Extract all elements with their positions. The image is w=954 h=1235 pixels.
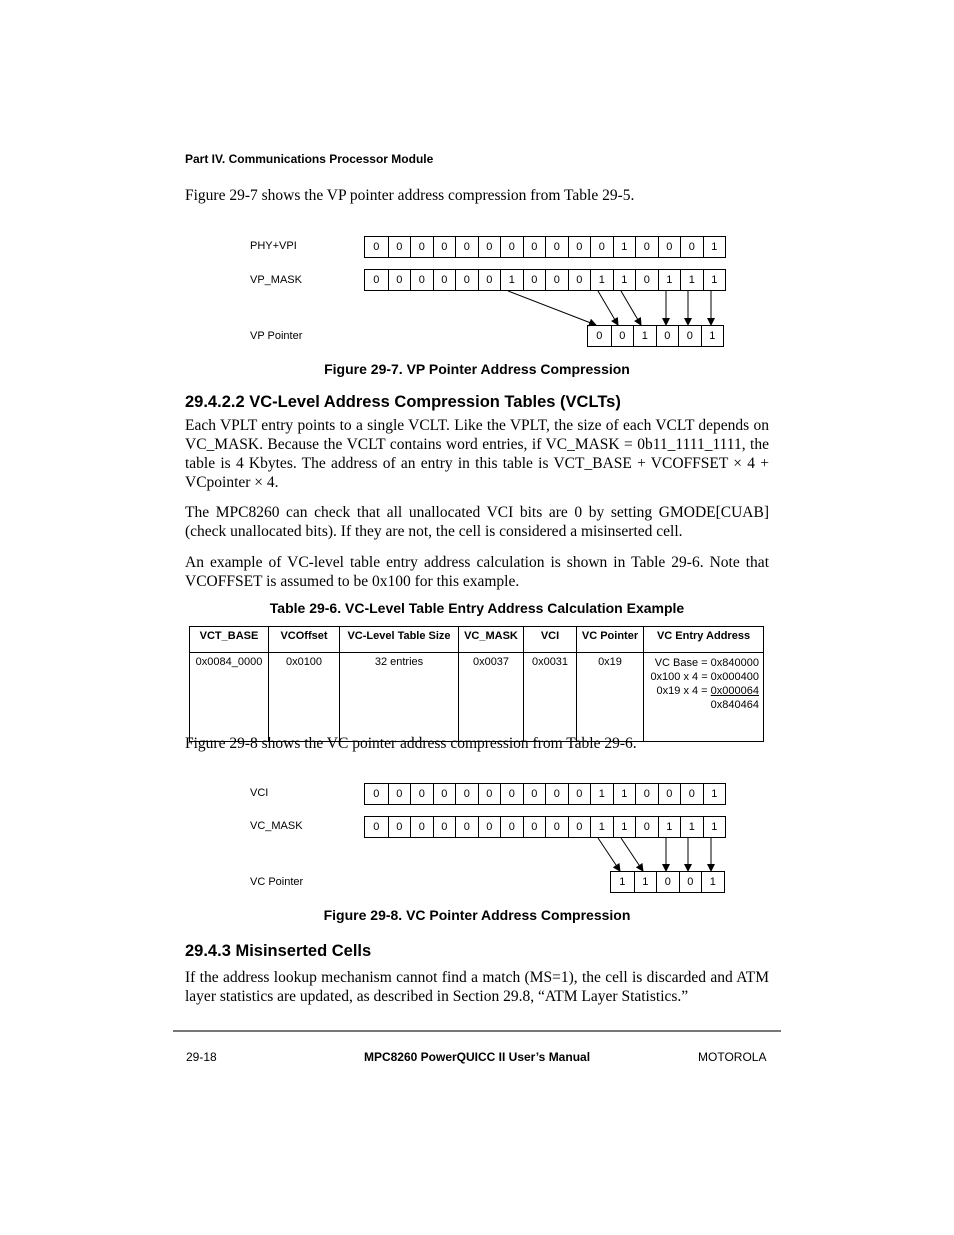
vc-mask-bit-row: [364, 816, 726, 838]
bit-cell: 0: [478, 270, 501, 290]
intro-fig7-paragraph: Figure 29-7 shows the VP pointer address compression from Table 29-5.: [185, 187, 635, 204]
bit-cell: 0: [455, 784, 478, 804]
bit-cell: 0: [373, 241, 380, 253]
bit-cell: 0: [433, 784, 456, 804]
table-cell: 0x0031: [524, 653, 577, 742]
column-header: VC Entry Address: [644, 627, 764, 653]
table-row: [190, 653, 764, 742]
bit-cell: 0: [658, 784, 681, 804]
bit-cell: 1: [680, 270, 703, 290]
vp-mask-bit-row: [364, 269, 726, 291]
bit-cell: 0: [568, 270, 591, 290]
bit-cell: 0: [568, 817, 591, 837]
table-header-row: [190, 627, 764, 653]
column-header: VCT_BASE: [190, 627, 269, 653]
entry-line: VC Base = 0x840000: [654, 657, 759, 669]
bit-cell: 0: [500, 784, 523, 804]
section-29-4-2-2-heading: 29.4.2.2 VC-Level Address Compression Tables (VCLTs): [185, 393, 621, 411]
footer-brand: MOTOROLA: [698, 1050, 767, 1064]
intro-fig8-paragraph: Figure 29-8 shows the VC pointer address compression from Table 29-6.: [185, 735, 637, 752]
column-header: VC Pointer: [577, 627, 644, 653]
bit-cell: 1: [613, 784, 636, 804]
column-header: VCI: [524, 627, 577, 653]
bit-cell: 0: [679, 872, 702, 892]
bit-cell: 0: [635, 237, 658, 257]
bit-cell: 0: [635, 817, 658, 837]
bit-cell: 0: [635, 270, 658, 290]
bit-cell: 0: [545, 784, 568, 804]
section-29-4-3-heading: 29.4.3 Misinserted Cells: [185, 942, 372, 960]
bit-cell: 0: [478, 817, 501, 837]
vc-entry-address-cell: [644, 653, 764, 742]
table-cell: 0x0084_0000: [190, 653, 269, 742]
bit-cell: 1: [703, 237, 726, 257]
vp-compression-arrow: [508, 291, 596, 325]
bit-cell: 0: [388, 817, 411, 837]
bit-cell: 0: [433, 237, 456, 257]
bit-cell: 0: [373, 788, 380, 800]
entry-line: [648, 684, 759, 698]
vc-pointer-bit-row: [610, 871, 725, 893]
column-header: VC-Level Table Size: [340, 627, 459, 653]
bit-cell: 0: [656, 872, 679, 892]
bit-cell: 0: [410, 270, 433, 290]
bit-cell: 0: [455, 817, 478, 837]
table-cell: 0x0037: [459, 653, 524, 742]
entry-line-prefix: 0x19 x 4 =: [656, 685, 711, 697]
bit-cell: 1: [680, 817, 703, 837]
table-cell: 32 entries: [340, 653, 459, 742]
figure-29-8-caption: Figure 29-8. VC Pointer Address Compression: [323, 907, 631, 923]
bit-cell: 1: [633, 326, 656, 346]
bit-cell: 0: [500, 237, 523, 257]
table-29-6: [189, 626, 764, 742]
vc-compression-arrow: [598, 838, 620, 871]
bit-cell: 0: [596, 330, 603, 342]
bit-cell: 0: [455, 237, 478, 257]
bit-cell: 1: [590, 817, 613, 837]
running-head: Part IV. Communications Processor Module: [185, 152, 434, 166]
bit-cell: 1: [590, 784, 613, 804]
bit-cell: 0: [545, 817, 568, 837]
bit-cell: 0: [373, 821, 380, 833]
bit-cell: 0: [410, 817, 433, 837]
figure-29-7-caption: Figure 29-7. VP Pointer Address Compression: [324, 361, 630, 377]
bit-cell: 0: [568, 784, 591, 804]
column-header: VCOffset: [269, 627, 340, 653]
bit-cell: 0: [388, 270, 411, 290]
bit-cell: 0: [410, 784, 433, 804]
bit-cell: 0: [611, 326, 634, 346]
bit-cell: 0: [478, 237, 501, 257]
section-29-4-2-2-paragraph-1: Each VPLT entry points to a single VCLT. Like the VPLT, the size of each VCLT depends on VC_MASK. Because the VCLT contains word entries, if VC_MASK = 0b11_1111_1111, the table is 4 Kbytes. The address of an entry in this table is VCT_BASE + VCOFFSET × 4 + VCpointer × 4.: [185, 417, 769, 491]
bit-cell: 1: [658, 817, 681, 837]
bit-cell: 0: [590, 237, 613, 257]
bit-cell: 0: [388, 237, 411, 257]
bit-cell: 0: [388, 784, 411, 804]
section-29-4-3-paragraph: If the address lookup mechanism cannot find a match (MS=1), the cell is discarded and ATM layer statistics are updated, as described in Section 29.8, “ATM Layer Statistics.”: [185, 969, 769, 1005]
column-header: VC_MASK: [459, 627, 524, 653]
vc-pointer-label: VC Pointer: [250, 876, 304, 888]
bit-cell: 0: [680, 237, 703, 257]
bit-cell: 1: [658, 270, 681, 290]
bit-cell: 1: [703, 784, 726, 804]
table-29-6-caption: Table 29-6. VC-Level Table Entry Address Calculation Example: [269, 600, 685, 616]
vp-pointer-bit-row: [587, 325, 724, 347]
entry-line: 0x840464: [710, 699, 759, 711]
table-cell: 0x0100: [269, 653, 340, 742]
bit-cell: 0: [658, 237, 681, 257]
bit-cell: 0: [678, 326, 701, 346]
footer-divider: [173, 1030, 781, 1032]
bit-cell: 0: [478, 784, 501, 804]
footer-manual-title: MPC8260 PowerQUICC II User’s Manual: [363, 1050, 591, 1064]
vp-mask-label: VP_MASK: [250, 274, 302, 286]
bit-cell: 0: [373, 274, 380, 286]
vc-mask-label: VC_MASK: [250, 820, 303, 832]
bit-cell: 0: [500, 817, 523, 837]
bit-cell: 0: [523, 270, 546, 290]
vp-compression-arrow: [598, 291, 618, 325]
bit-cell: 0: [523, 784, 546, 804]
bit-cell: 0: [433, 817, 456, 837]
bit-cell: 0: [656, 326, 679, 346]
bit-cell: 0: [680, 784, 703, 804]
section-29-4-2-2-paragraph-2: The MPC8260 can check that all unallocated VCI bits are 0 by setting GMODE[CUAB] (check unallocated bits). If they are not, the cell is considered a misinserted cell.: [185, 504, 769, 540]
vc-compression-arrow: [621, 838, 643, 871]
vp-pointer-label: VP Pointer: [250, 330, 303, 342]
bit-cell: 0: [545, 237, 568, 257]
bit-cell: 0: [455, 270, 478, 290]
bit-cell: 1: [613, 270, 636, 290]
vci-bit-row: [364, 783, 726, 805]
bit-cell: 1: [619, 876, 626, 888]
bit-cell: 0: [523, 817, 546, 837]
phy-vpi-label: PHY+VPI: [250, 240, 297, 252]
bit-cell: 1: [701, 872, 724, 892]
footer-page-number: 29-18: [186, 1050, 217, 1064]
bit-cell: 0: [523, 237, 546, 257]
bit-cell: 1: [703, 817, 726, 837]
bit-cell: 0: [635, 784, 658, 804]
table-cell: 0x19: [577, 653, 644, 742]
bit-cell: 0: [545, 270, 568, 290]
bit-cell: 1: [590, 270, 613, 290]
bit-cell: 1: [703, 270, 726, 290]
bit-cell: 1: [701, 326, 724, 346]
bit-cell: 1: [500, 270, 523, 290]
bit-cell: 0: [568, 237, 591, 257]
entry-line-underlined-value: 0x000064: [710, 685, 759, 697]
entry-line: 0x100 x 4 = 0x000400: [650, 671, 759, 683]
section-29-4-2-2-paragraph-3: An example of VC-level table entry address calculation is shown in Table 29-6. Note that VCOFFSET is assumed to be 0x100 for this example.: [185, 554, 769, 590]
bit-cell: 0: [410, 237, 433, 257]
bit-cell: 0: [433, 270, 456, 290]
phy-vpi-bit-row: [364, 236, 726, 258]
vci-label: VCI: [250, 787, 269, 799]
bit-cell: 1: [634, 872, 657, 892]
bit-cell: 1: [613, 817, 636, 837]
bit-cell: 1: [613, 237, 636, 257]
vp-compression-arrow: [621, 291, 641, 325]
